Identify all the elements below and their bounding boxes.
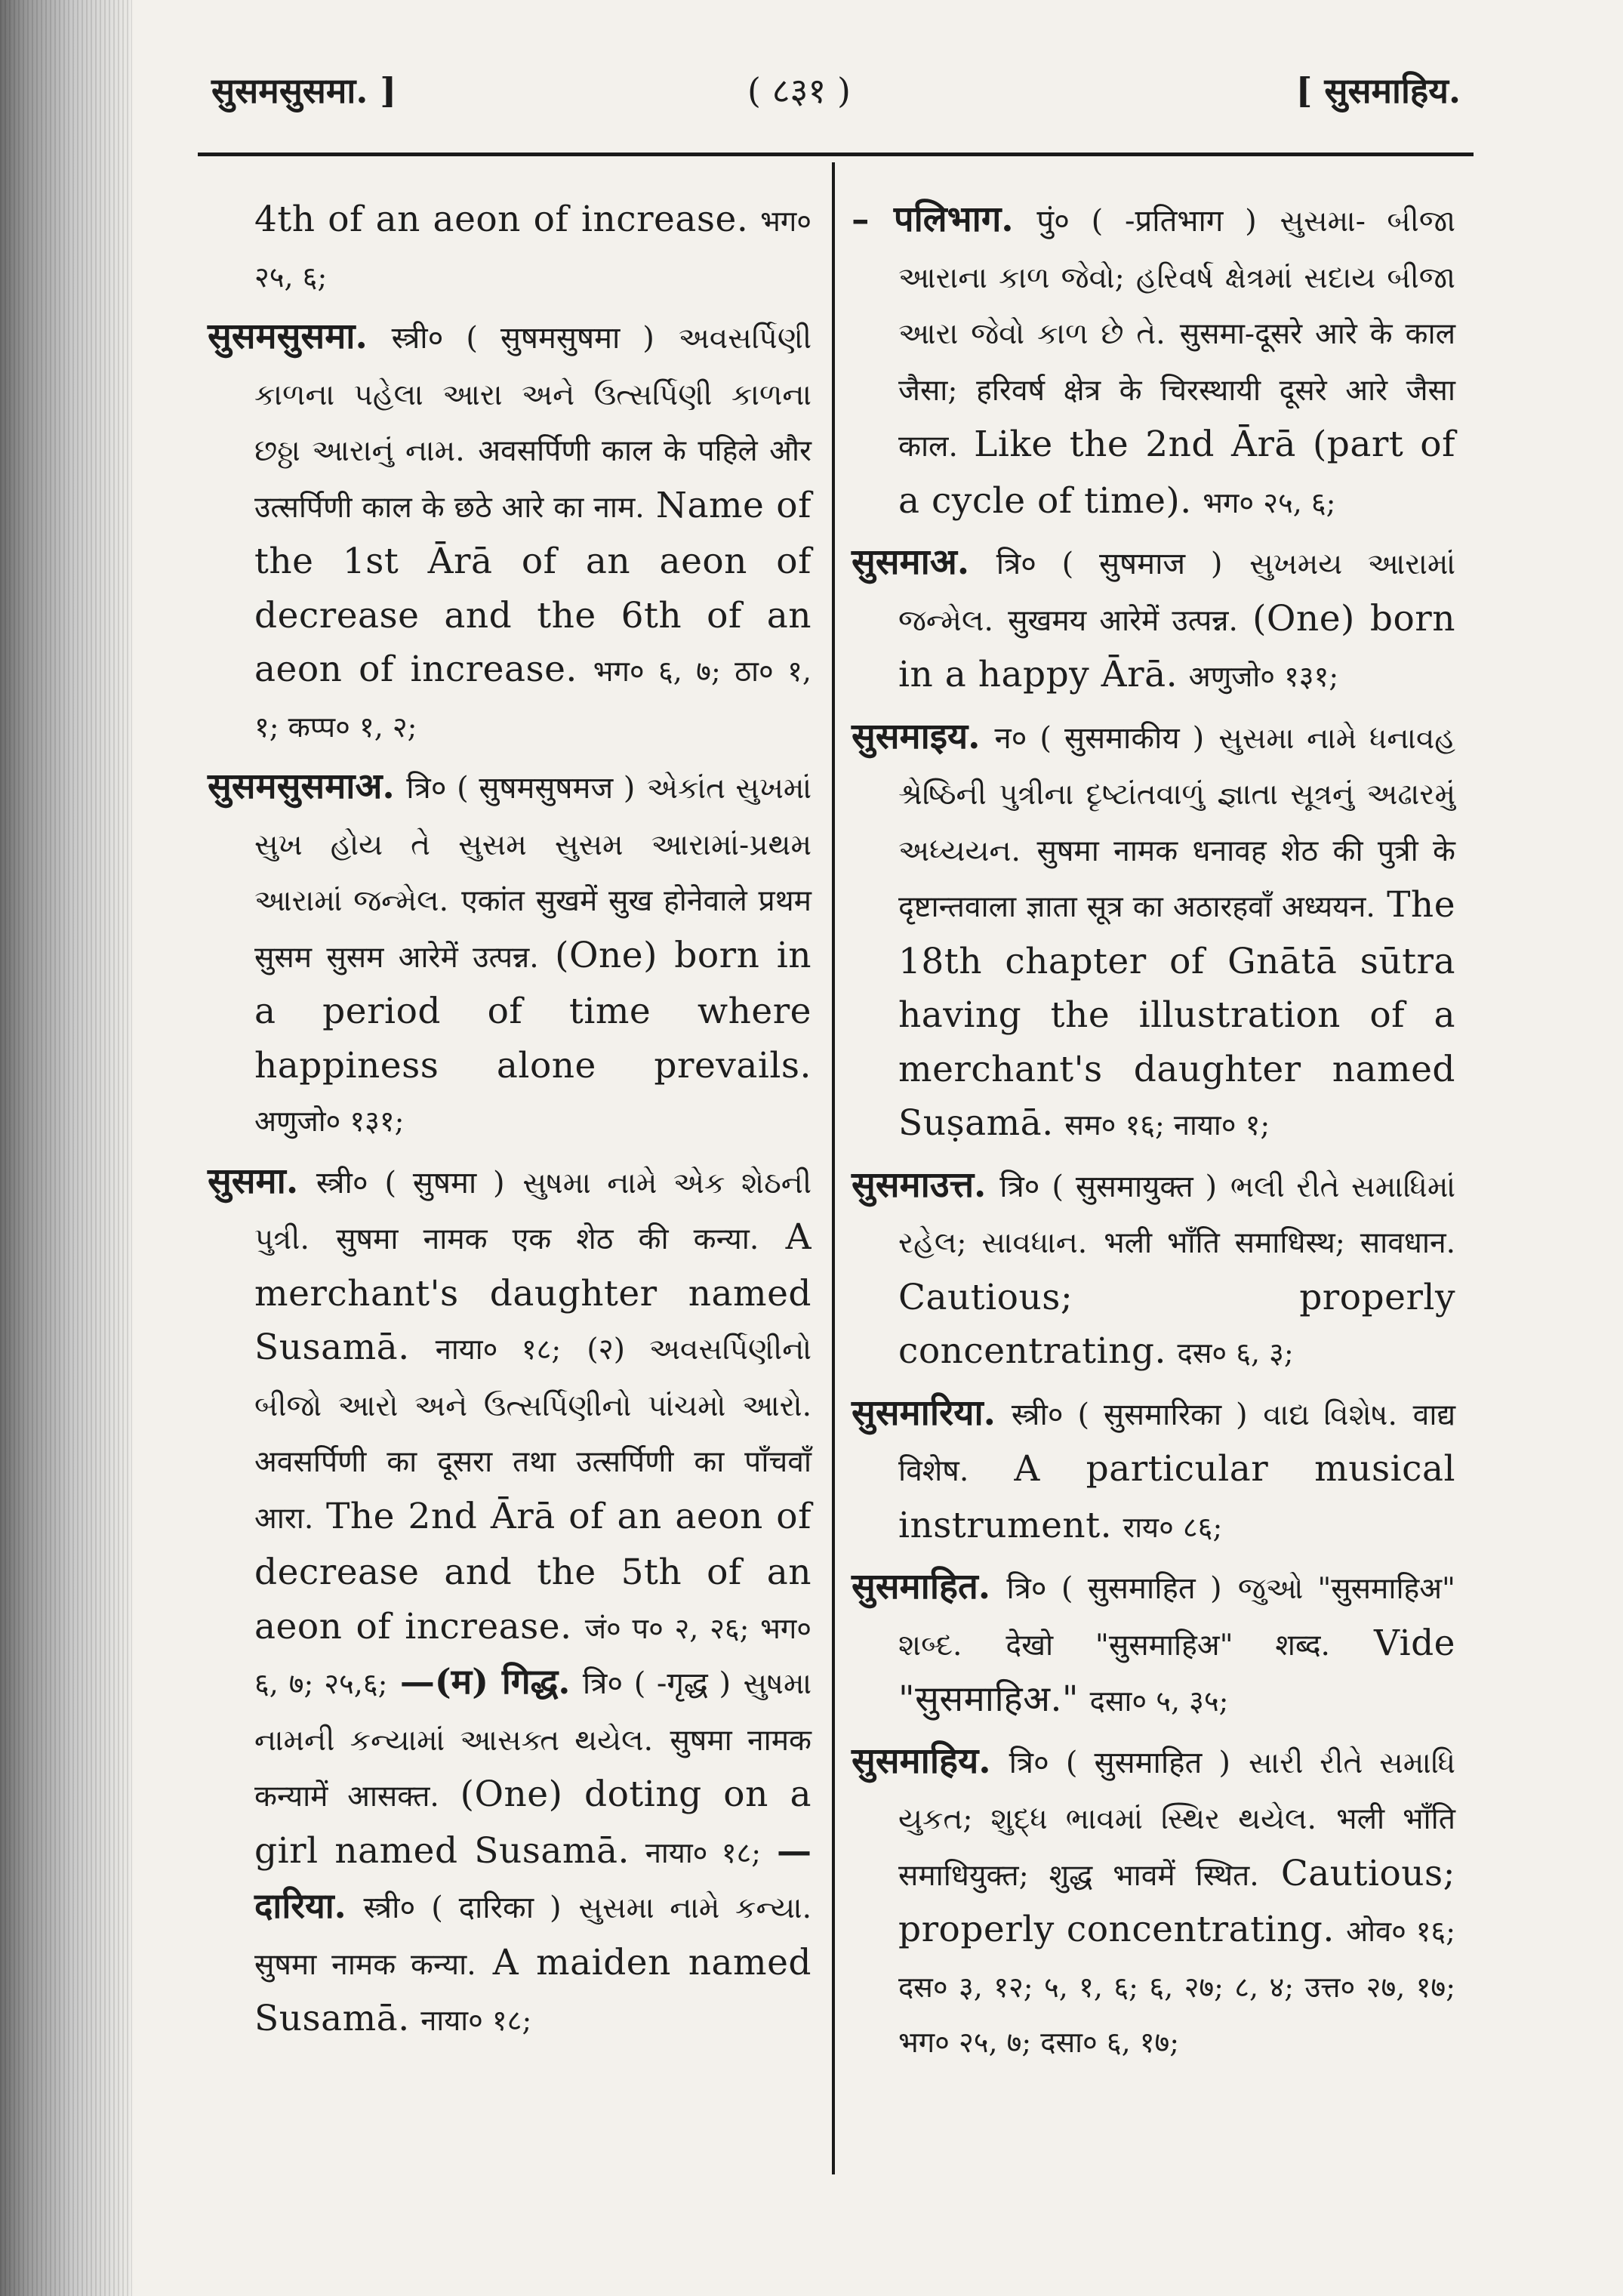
headword: सुसमाउत्त.: [852, 1163, 987, 1206]
english-definition: A merchant's daughter named Susamā.: [254, 1216, 812, 1368]
subentry-english: (One) doting on a girl named Susamā.: [254, 1774, 812, 1872]
subentry-grammar: त्रि० ( -गृद्ध ): [582, 1666, 731, 1701]
entry-continuation: 4th of an aeon of increase. भग० २५, ६;: [254, 199, 812, 294]
english-definition: (One) born in a period of time where happiness alone prevails.: [254, 934, 812, 1086]
hindi-definition: एकांत सुखमें सुख होनेवाले प्रथम सुसम सुसम आरेमें उत्पन्न.: [254, 884, 812, 975]
subentry-english: A maiden named Susamā.: [254, 1941, 812, 2039]
references: अणुजो० १३१;: [1188, 660, 1339, 693]
subentry-headword-giddha: —(म) गिद्ध.: [399, 1661, 571, 1702]
english-definition: Like the 2nd Ārā (part of a cycle of time).: [898, 424, 1455, 522]
grammar: न० ( सुसमाकीय ): [994, 720, 1205, 756]
english-definition: The 18th chapter of Gnātā sūtra having the illustration of a merchant's daughter named Suṣamā.: [898, 884, 1456, 1144]
grammar: त्रि० ( सुषमाज ): [996, 547, 1223, 581]
english-definition: Cautious; properly concentrating.: [898, 1852, 1456, 1950]
entry-susamahiya: [852, 1734, 1455, 2069]
references: दस० ६, ३;: [1177, 1336, 1294, 1370]
entry-susamaiya: [852, 710, 1455, 1152]
hindi-definition: सुखमय आरेमें उत्पन्न.: [1008, 603, 1238, 638]
references: अणुजो० १३१;: [254, 1105, 405, 1138]
hindi-definition: अवसर्पिणी काल के पहिले और उत्सर्पिणी काल के छठे आरे का नाम.: [254, 434, 812, 525]
gujarati-definition: સારી રીતે સમાધિ યુકત; શુદ્ધ ભાવમાં સ્થિર થયેલ.: [898, 1746, 1456, 1836]
gujarati-definition: સુસમા નામે ધનાવહ શ્રેષ્ઠિની પુત્રીના દૃષ્ટાંતવાળું જ્ઞાતા સૂત્રનું અઢારમું અધ્યયન.: [898, 721, 1455, 868]
subentry-grammar: स्त्री० ( दारिका ): [363, 1891, 562, 1925]
references: सम० १६; नाया० १;: [1064, 1108, 1270, 1142]
gujarati-definition: વાદ્ય વિશેષ.: [1263, 1398, 1397, 1432]
references-2: जं० प० २, २६; भग० ६, ७; २५,६;: [254, 1611, 812, 1700]
entry-susama: [208, 1154, 812, 2048]
gujarati-definition: સુસમા- બીજા આરાના કાળ જેવો; હરિવર્ષ ક્ષેત્રમાં સદાય બીજા આરા જેવો કાળ છે તે.: [898, 205, 1456, 351]
grammar: त्रि० ( सुसमाहित ): [1006, 1571, 1222, 1606]
subentry-headword-dariya: —दारिया.: [254, 1829, 812, 1926]
references: भग० ६, ७; ठा० १, १; कप्प० १, २;: [254, 655, 812, 744]
references: दसा० ५, ३५;: [1089, 1684, 1229, 1718]
references: भग० २५, ६;: [1203, 485, 1336, 519]
hindi-definition: सुषमा नामक एक शेठ की कन्या.: [336, 1222, 759, 1256]
page-number: ( ८३१ ): [747, 70, 851, 111]
gujarati-definition: જુઓ "सुसमाहिअ" શબ્દ.: [898, 1572, 1455, 1663]
headword: सुसमाअ.: [852, 541, 970, 583]
subentry-gujarati: સુસમા નામે કન્યા.: [578, 1891, 812, 1925]
english-definition: A particular musical instrument.: [898, 1448, 1456, 1546]
headword: सुसमाहित.: [852, 1566, 991, 1607]
references: राय० ८६;: [1123, 1510, 1223, 1544]
gujarati-definition: સુખમય આરામાં જન્મેલ.: [898, 547, 1455, 638]
grammar: पुं० ( -प्रतिभाग ): [1036, 204, 1257, 239]
english-definition-2: The 2nd Ārā of an aeon of decrease and the 5th of an aeon of increase.: [254, 1495, 812, 1647]
english-definition: (One) born in a happy Ārā.: [898, 597, 1455, 695]
right-column: [852, 193, 1455, 2076]
header-left-guideword: सुसमसुसमा. ]: [211, 70, 397, 111]
column-divider: [832, 162, 835, 2174]
entry-susamahita: [852, 1560, 1455, 1728]
subentry-gujarati: સુષમા નામની કન્યામાં આસક્ત થયેલ.: [254, 1667, 812, 1758]
gujarati-definition: ભલી રીતે સમાધિમાં રહેલ; સાવધાન.: [898, 1170, 1456, 1260]
hindi-definition: सुषमा नामक धनावह शेठ की पुत्री के दृष्टान्तवाला ज्ञाता सूत्र का अठारहवाँ अध्ययन.: [898, 834, 1456, 924]
headword: सुसमा.: [208, 1160, 299, 1202]
entry-susamautta: [852, 1158, 1455, 1380]
english-definition: Vide "सुसमाहिअ.": [898, 1622, 1456, 1720]
subentry-references: नाया० १८;: [645, 1835, 762, 1869]
entry-susamasusama: [208, 310, 812, 754]
grammar: त्रि० ( सुषमसुषमज ): [406, 771, 636, 806]
subentry-references: नाया० १८;: [420, 2004, 532, 2037]
left-column: [208, 193, 812, 2054]
hindi-definition: वाद्य विशेष.: [898, 1398, 1456, 1488]
entry-susamaa: [852, 535, 1455, 704]
hindi-definition: सुसमा-दूसरे आरे के काल जैसा; हरिवर्ष क्षेत्र के चिरस्थायी दूसरे आरे जैसा काल.: [898, 317, 1456, 464]
entry-susamasusamaa: [208, 760, 812, 1148]
references: नाया० १८;: [435, 1333, 562, 1366]
hindi-definition-2: अवसर्पिणी का दूसरा तथा उत्सर्पिणी का पाँचवाँ आरा.: [254, 1445, 812, 1536]
headword: सुसमसुसमा.: [208, 316, 368, 357]
entry-palibhaga: [852, 193, 1455, 529]
hindi-definition: भली भाँति समाधिस्थ; सावधान.: [1104, 1226, 1456, 1260]
headword: सुसमारिया.: [852, 1391, 996, 1434]
headword: सुसमसुसमाअ.: [208, 766, 395, 807]
header-right-guideword: [ सुसमाहिय.: [1295, 70, 1461, 111]
gujarati-definition: સુષમા નામે એક શેઠની પુત્રી.: [254, 1166, 812, 1256]
headword: सुसमाहिय.: [852, 1740, 991, 1782]
subentry-hindi: सुषमा नामक कन्यामें आसक्त.: [254, 1723, 812, 1814]
hindi-definition: देखो "सुसमाहिअ" शब्द.: [1006, 1628, 1330, 1663]
entry-susamariya: [852, 1386, 1455, 1555]
references: ओव० १६; दस० ३, १२; ५, १, ६; ६, २७; ८, ४; उत्त० २७, १७; भग० २५, ७; दसा० ६, १७;: [898, 1915, 1455, 2059]
english-definition: Cautious; properly concentrating.: [898, 1276, 1455, 1372]
grammar: स्त्री० ( सुषमा ): [316, 1165, 505, 1200]
grammar: स्त्री० ( सुसमारिका ): [1011, 1397, 1248, 1432]
hindi-definition: भली भाँति समाधियुक्त; शुद्ध भावमें स्थित.: [898, 1802, 1455, 1893]
grammar: त्रि० ( सुसमायुक्त ): [999, 1169, 1218, 1204]
gujarati-definition-2: (२) અવસર્પિણીનો બીજો આરો અને ઉત્સર્પિણીનો પાંચમો આરો.: [254, 1333, 812, 1423]
gujarati-definition: અવસર્પિણી કાળના પહેલા આરા અને ઉત્સર્પિણી કાળના છઠ્ઠા આરાનું નામ.: [254, 322, 812, 468]
headword: सुसमाइय.: [852, 715, 981, 757]
grammar: स्त्री० ( सुषमसुषमा ): [391, 321, 654, 356]
grammar: त्रि० ( सुसमाहित ): [1009, 1745, 1230, 1780]
header-rule: [198, 153, 1474, 156]
english-definition: Name of the 1st Ārā of an aeon of decrease and the 6th of an aeon of increase.: [254, 484, 812, 690]
subentry-hindi: सुषमा नामक कन्या.: [254, 1947, 476, 1982]
headword: – पलिभाग.: [852, 199, 1014, 240]
gujarati-definition: એકાંત સુખમાં સુખ હોય તે સુસમ સુસમ આરામાં-પ્રથમ આરામાં જન્મેલ.: [254, 772, 812, 918]
